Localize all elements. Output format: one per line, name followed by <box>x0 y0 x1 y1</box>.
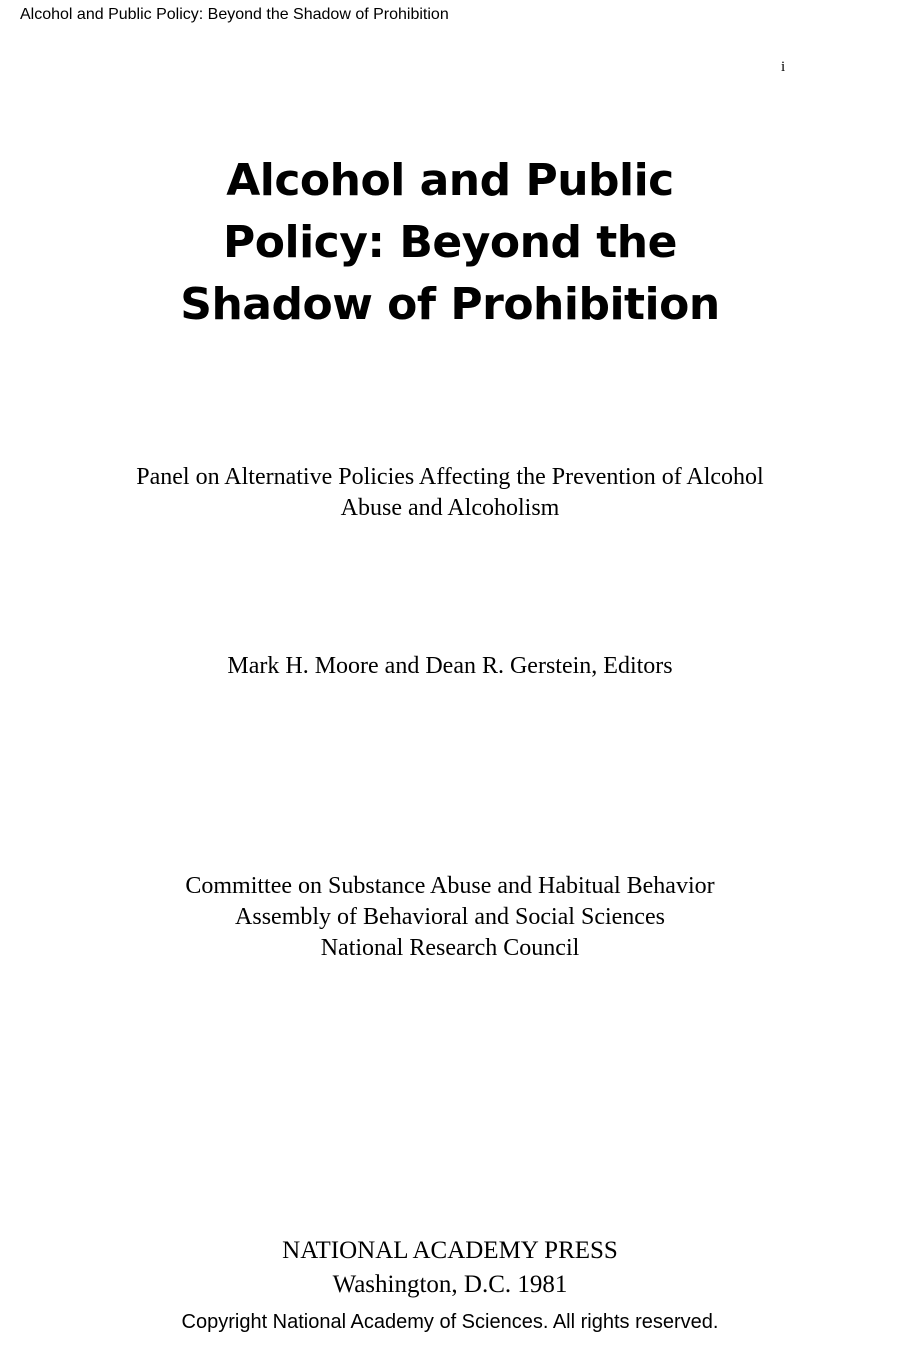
book-title-line: Policy: Beyond the <box>223 217 677 268</box>
panel-name <box>0 462 900 524</box>
publisher-name: NATIONAL ACADEMY PRESS <box>282 1237 618 1264</box>
book-title <box>0 150 900 336</box>
committee-line: Committee on Substance Abuse and Habitual Behavior <box>185 873 715 899</box>
panel-name-line: Abuse and Alcoholism <box>340 495 560 521</box>
book-title-line: Alcohol and Public <box>226 155 674 206</box>
page-number: i <box>781 59 786 75</box>
council-line: National Research Council <box>320 935 580 961</box>
copyright-notice: Copyright National Academy of Sciences. All rights reserved. <box>181 1311 719 1333</box>
editors-credit <box>0 651 900 682</box>
publication-place-date: Washington, D.C. 1981 <box>332 1271 568 1298</box>
publisher-block <box>0 1234 900 1302</box>
assembly-line: Assembly of Behavioral and Social Sciences <box>235 904 665 930</box>
editors-line: Mark H. Moore and Dean R. Gerstein, Editors <box>227 653 673 679</box>
panel-name-line: Panel on Alternative Policies Affecting the Prevention of Alcohol <box>136 464 764 490</box>
book-title-line: Shadow of Prohibition <box>180 279 720 330</box>
running-header: Alcohol and Public Policy: Beyond the Shadow of Prohibition <box>20 6 449 23</box>
committee-block <box>0 871 900 964</box>
